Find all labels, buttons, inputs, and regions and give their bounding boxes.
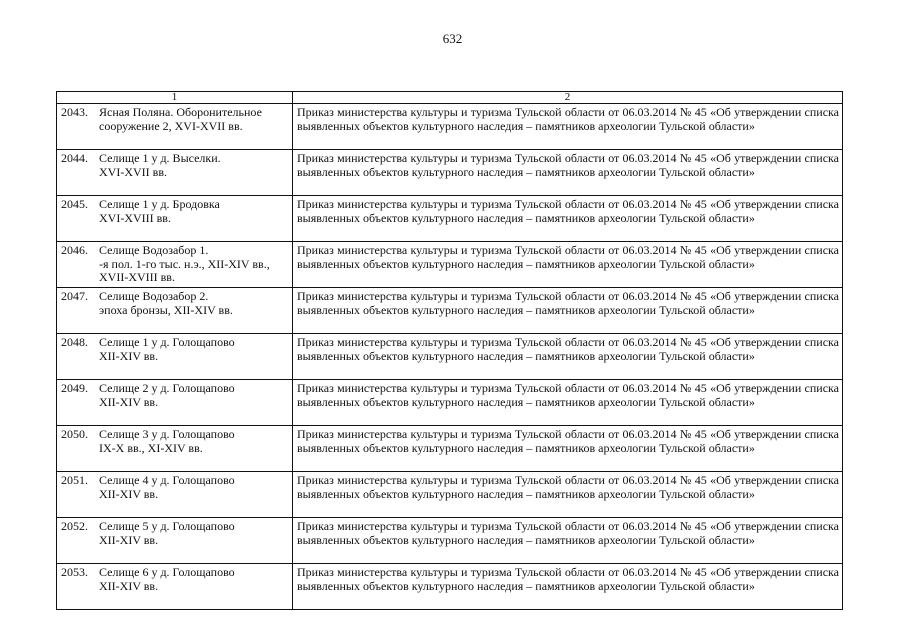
object-entry (61, 106, 289, 133)
table-row (57, 196, 843, 242)
object-entry (61, 336, 289, 363)
object-cell (57, 288, 293, 334)
object-entry (61, 198, 289, 225)
object-number: 2046. (61, 243, 88, 257)
object-cell (57, 564, 293, 610)
table-row (57, 104, 843, 150)
object-name: Селище 1 у д. Выселки. XVI-XVII вв. (99, 151, 221, 179)
object-entry (61, 520, 289, 547)
decree-reference: Приказ министерства культуры и туризма Тульской области от 06.03.2014 № 45 «Об утверждении списка выявленных объектов культурного наследия – памятников археологии Тульской области» (293, 380, 843, 426)
object-entry (61, 152, 289, 179)
decree-reference: Приказ министерства культуры и туризма Тульской области от 06.03.2014 № 45 «Об утверждении списка выявленных объектов культурного наследия – памятников археологии Тульской области» (293, 104, 843, 150)
decree-reference: Приказ министерства культуры и туризма Тульской области от 06.03.2014 № 45 «Об утверждении списка выявленных объектов культурного наследия – памятников археологии Тульской области» (293, 564, 843, 610)
object-name: Селище Водозабор 2. эпоха бронзы, XII-XIV вв. (99, 289, 233, 317)
decree-reference: Приказ министерства культуры и туризма Тульской области от 06.03.2014 № 45 «Об утверждении списка выявленных объектов культурного наследия – памятников археологии Тульской области» (293, 472, 843, 518)
object-number: 2044. (61, 151, 88, 165)
object-number: 2047. (61, 289, 88, 303)
object-name: Селище 6 у д. Голощапово XII-XIV вв. (99, 565, 235, 593)
column-header-1: 1 (57, 92, 293, 104)
table-row (57, 426, 843, 472)
object-entry (61, 428, 289, 455)
object-cell (57, 380, 293, 426)
table-row (57, 334, 843, 380)
table-row (57, 564, 843, 610)
object-name: Селище 4 у д. Голощапово XII-XIV вв. (99, 473, 235, 501)
decree-reference: Приказ министерства культуры и туризма Тульской области от 06.03.2014 № 45 «Об утверждении списка выявленных объектов культурного наследия – памятников археологии Тульской области» (293, 518, 843, 564)
object-name: Селище 1 у д. Бродовка XVI-XVIII вв. (99, 197, 220, 225)
object-entry (61, 566, 289, 593)
decree-reference: Приказ министерства культуры и туризма Тульской области от 06.03.2014 № 45 «Об утверждении списка выявленных объектов культурного наследия – памятников археологии Тульской области» (293, 334, 843, 380)
object-cell (57, 196, 293, 242)
table-row (57, 242, 843, 288)
table-row (57, 288, 843, 334)
object-cell (57, 334, 293, 380)
object-name: Селище Водозабор 1. -я пол. 1-го тыс. н.э., XII-XIV вв., XVII-XVIII вв. (99, 243, 270, 284)
table-header-row (57, 92, 843, 104)
object-number: 2048. (61, 335, 88, 349)
object-number: 2051. (61, 473, 88, 487)
object-entry (61, 244, 289, 285)
decree-reference: Приказ министерства культуры и туризма Тульской области от 06.03.2014 № 45 «Об утверждении списка выявленных объектов культурного наследия – памятников археологии Тульской области» (293, 426, 843, 472)
object-number: 2053. (61, 565, 88, 579)
object-name: Селище 1 у д. Голощапово XII-XIV вв. (99, 335, 235, 363)
object-cell (57, 150, 293, 196)
object-number: 2049. (61, 381, 88, 395)
object-cell (57, 472, 293, 518)
object-number: 2052. (61, 519, 88, 533)
decree-reference: Приказ министерства культуры и туризма Тульской области от 06.03.2014 № 45 «Об утверждении списка выявленных объектов культурного наследия – памятников археологии Тульской области» (293, 242, 843, 288)
object-entry (61, 290, 289, 317)
page-number: 632 (442, 31, 463, 46)
column-header-2: 2 (293, 92, 843, 104)
object-entry (61, 474, 289, 501)
table-row (57, 472, 843, 518)
object-number: 2043. (61, 105, 88, 119)
object-cell (57, 242, 293, 288)
table-row (57, 518, 843, 564)
decree-reference: Приказ министерства культуры и туризма Тульской области от 06.03.2014 № 45 «Об утверждении списка выявленных объектов культурного наследия – памятников археологии Тульской области» (293, 150, 843, 196)
object-number: 2050. (61, 427, 88, 441)
object-cell (57, 104, 293, 150)
heritage-registry-table (56, 91, 843, 610)
object-name: Селище 2 у д. Голощапово XII-XIV вв. (99, 381, 235, 409)
object-name: Селище 5 у д. Голощапово XII-XIV вв. (99, 519, 235, 547)
table-row (57, 150, 843, 196)
object-number: 2045. (61, 197, 88, 211)
table-body (57, 104, 843, 610)
object-entry (61, 382, 289, 409)
object-name: Ясная Поляна. Оборонительное сооружение 2, XVI-XVII вв. (99, 105, 262, 133)
table-row (57, 380, 843, 426)
object-cell (57, 518, 293, 564)
decree-reference: Приказ министерства культуры и туризма Тульской области от 06.03.2014 № 45 «Об утверждении списка выявленных объектов культурного наследия – памятников археологии Тульской области» (293, 288, 843, 334)
decree-reference: Приказ министерства культуры и туризма Тульской области от 06.03.2014 № 45 «Об утверждении списка выявленных объектов культурного наследия – памятников археологии Тульской области» (293, 196, 843, 242)
object-cell (57, 426, 293, 472)
object-name: Селище 3 у д. Голощапово IX-X вв., XI-XIV вв. (99, 427, 235, 455)
